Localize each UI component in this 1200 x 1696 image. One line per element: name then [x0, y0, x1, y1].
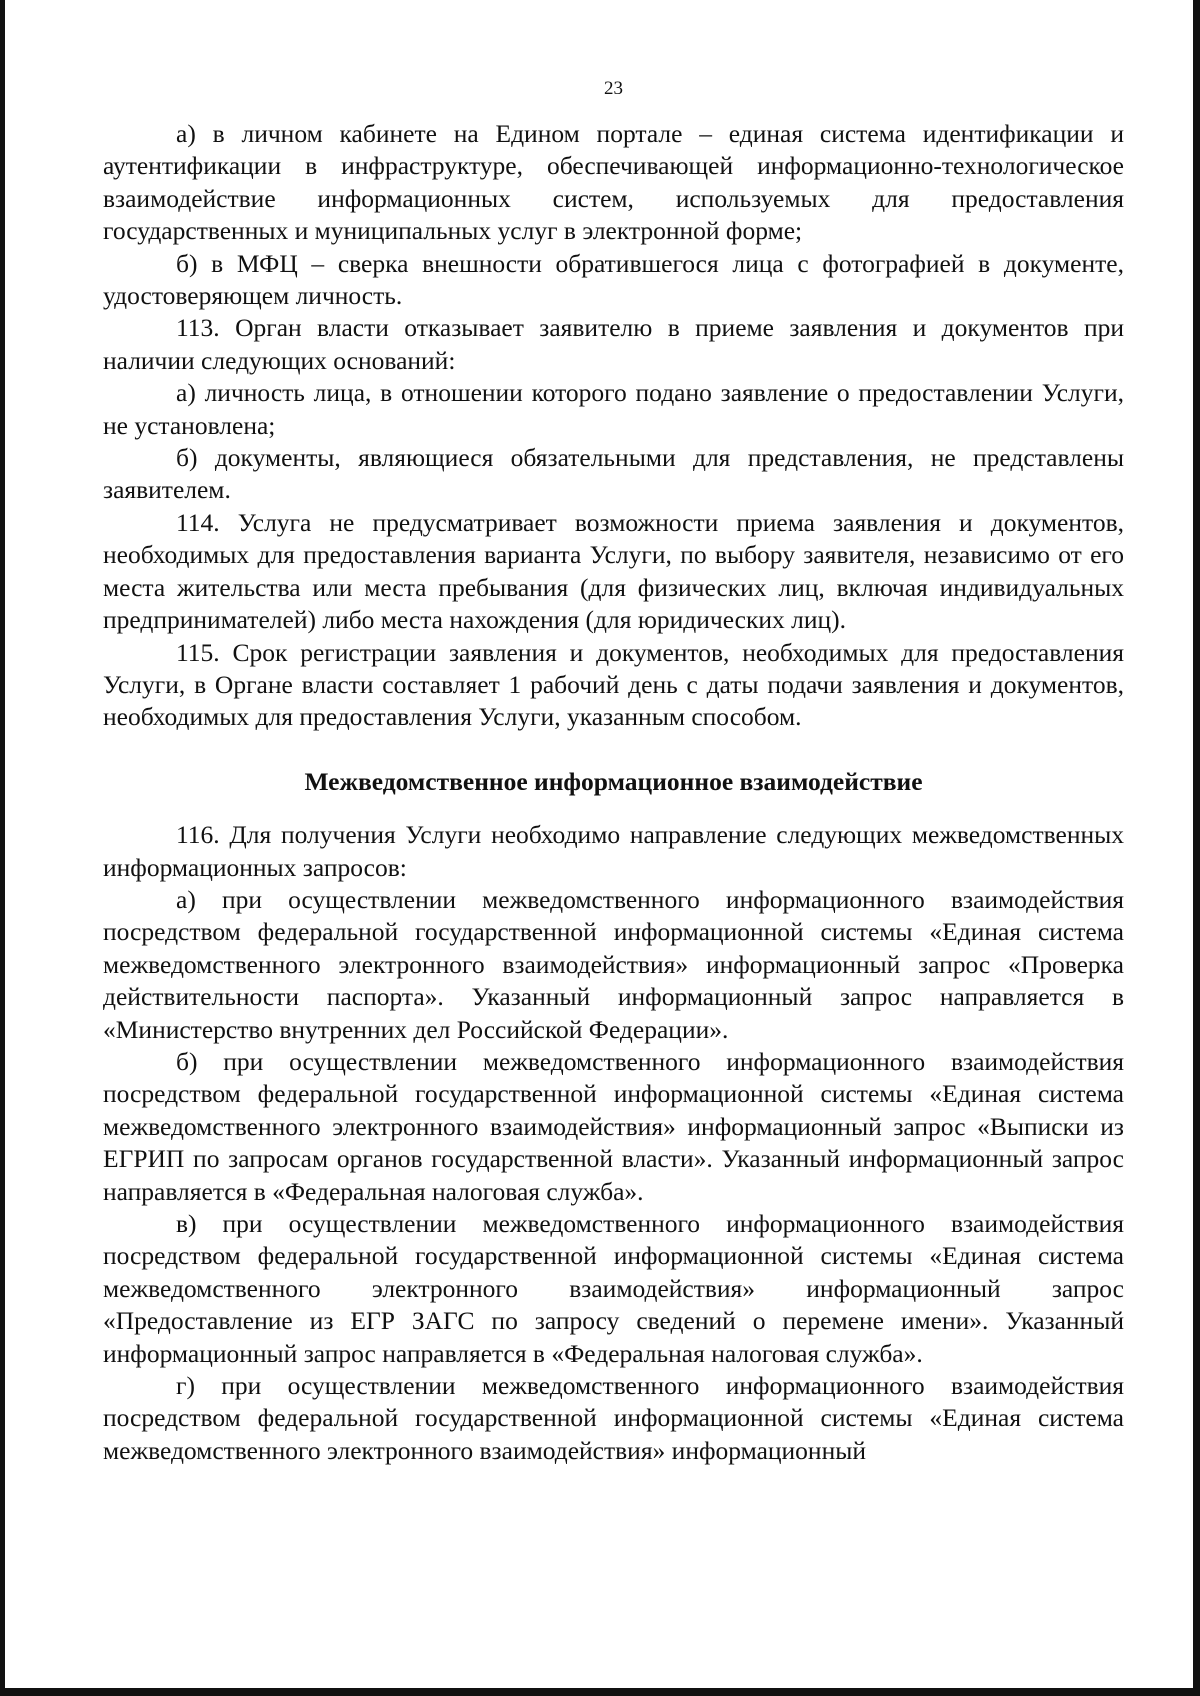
- paragraph-116-a: а) при осуществлении межведомственного информационного взаимодействия посредством федеральной государственной информационной системы «Единая система межведомственного электронного взаимодействия» информационный запрос «Проверка действительности паспорта». Указанный информационный запрос направляется в «Министерство внутренних дел Российской Федерации».: [103, 884, 1124, 1044]
- paragraph-116-b: б) при осуществлении межведомственного информационного взаимодействия посредством федеральной государственной информационной системы «Единая система межведомственного электронного взаимодействия» информационный запрос «Выписки из ЕГРИП по запросам органов государственной власти». Указанный информационный запрос направляется в «Федеральная налоговая служба».: [103, 1046, 1124, 1206]
- paragraph-113: 113. Орган власти отказывает заявителю в приеме заявления и документов при наличии следующих оснований:: [103, 313, 1124, 375]
- paragraph-identification-mfc: б) в МФЦ – сверка внешности обратившегося лица с фотографией в документе, удостоверяющем личность.: [103, 248, 1124, 311]
- paragraph-113-a: а) личность лица, в отношении которого подано заявление о предоставлении Услуги, не установлена;: [103, 378, 1124, 440]
- paragraph-114: 114. Услуга не предусматривает возможности приема заявления и документов, необходимых для предоставления варианта Услуги, по выбору заявителя, независимо от его места жительства или места пребывания (для физических лиц, включая индивидуальных предпринимателей) либо места нахождения (для юридических лиц).: [103, 507, 1124, 635]
- document-page: [103, 78, 1124, 1467]
- paragraph-116-v: в) при осуществлении межведомственного информационного взаимодействия посредством федеральной государственной информационной системы «Единая система межведомственного электронного взаимодействия» информационный запрос «Предоставление из ЕГР ЗАГС по запросу сведений о перемене имени». Указанный информационный запрос направляется в «Федеральная налоговая служба».: [103, 1209, 1124, 1368]
- paragraph-115: 115. Срок регистрации заявления и документов, необходимых для предоставления Услуги, в Органе власти составляет 1 рабочий день с даты подачи заявления и документов, необходимых для предоставления Услуги, указанным способом.: [103, 637, 1124, 732]
- section-heading: Межведомственное информационное взаимодействие: [304, 766, 923, 796]
- paragraph-113-b: б) документы, являющиеся обязательными для представления, не представлены заявителем.: [103, 443, 1124, 505]
- paragraph-116-g: г) при осуществлении межведомственного информационного взаимодействия посредством федеральной государственной информационной системы «Единая система межведомственного электронного взаимодействия» информационный: [103, 1371, 1124, 1465]
- paragraph-116: 116. Для получения Услуги необходимо направление следующих межведомственных информационных запросов:: [103, 820, 1124, 882]
- paragraph-identification-portal: а) в личном кабинете на Едином портале – единая система идентификации и аутентификации в инфраструктуре, обеспечивающей информационно-технологическое взаимодействие информационных систем, используемых для предоставления государственных и муниципальных услуг в электронной форме;: [103, 119, 1124, 246]
- page-number: 23: [604, 78, 623, 99]
